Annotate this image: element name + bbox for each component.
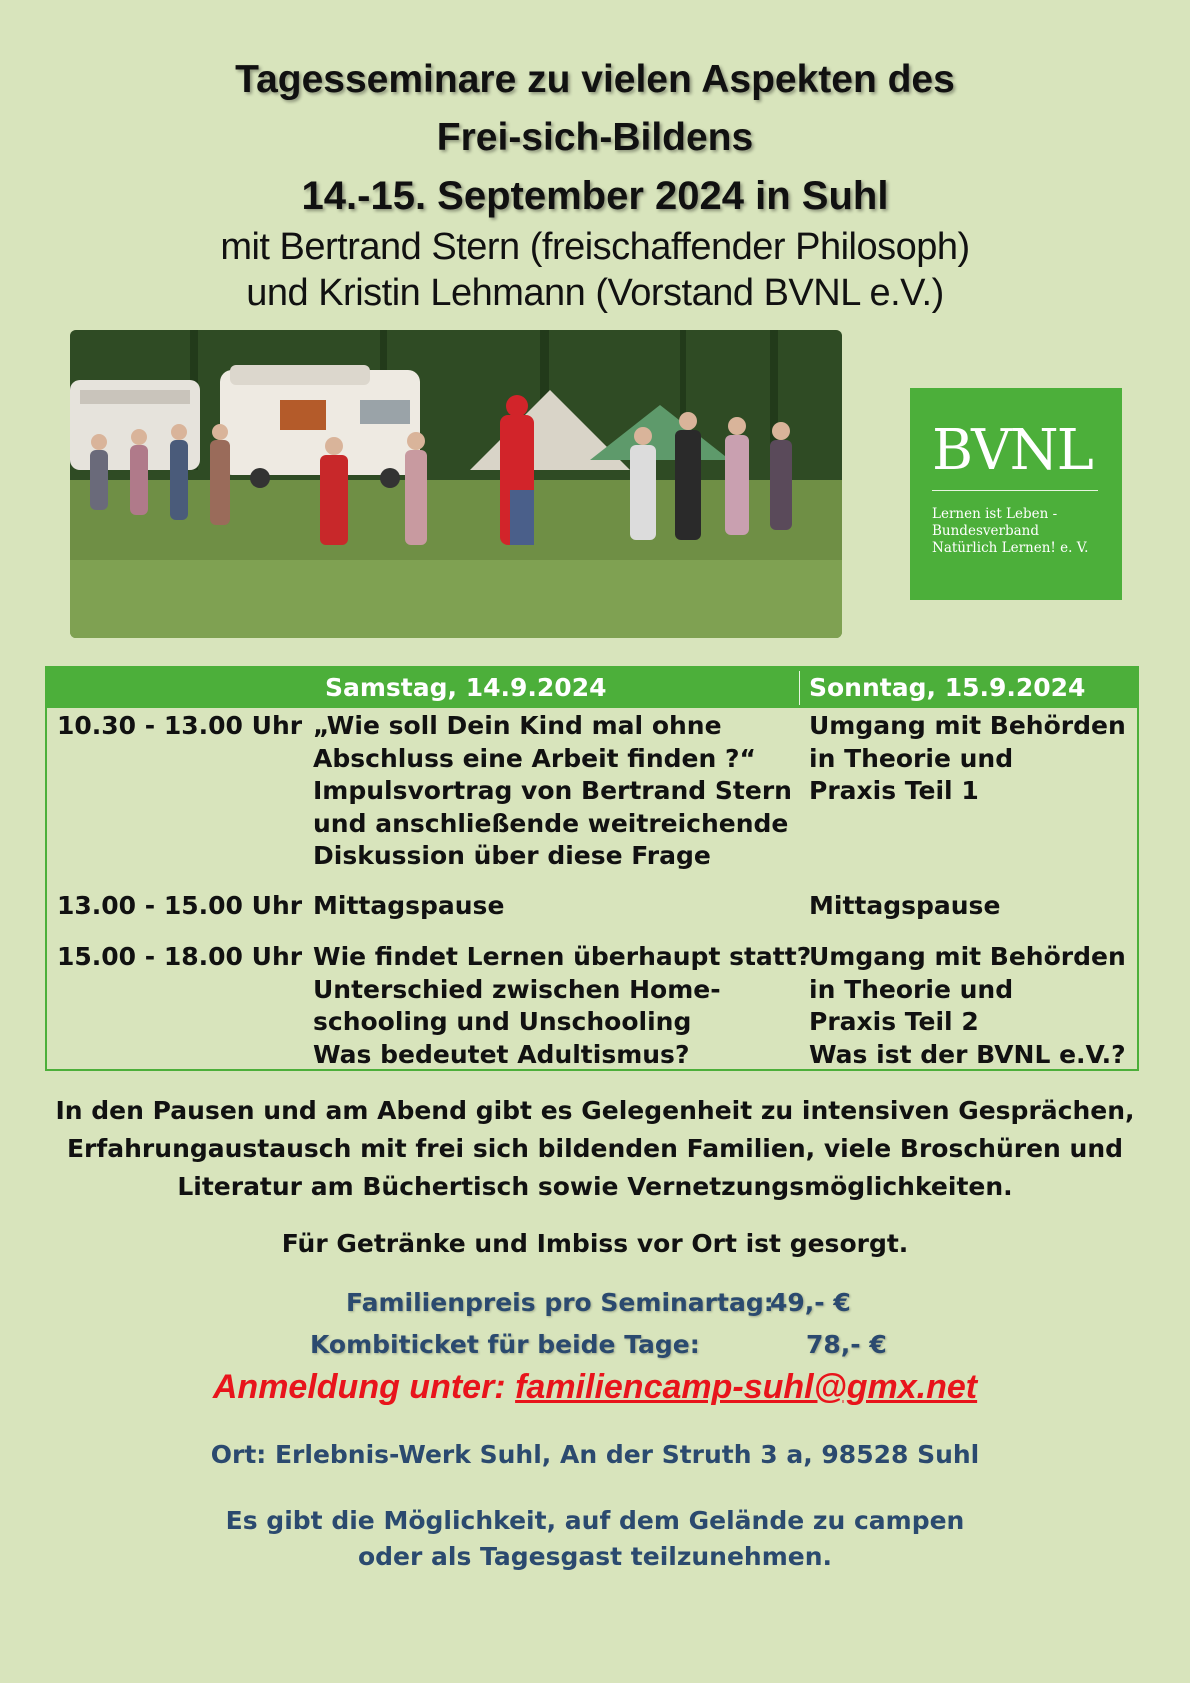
sunday-slot-2-line: Mittagspause bbox=[809, 891, 1001, 920]
time-slot-2: 13.00 - 15.00 Uhr bbox=[57, 891, 303, 920]
speaker-line-1: mit Bertrand Stern (freischaffender Philosoph) bbox=[220, 226, 970, 268]
logo-tagline-line-1: Lernen ist Leben - bbox=[932, 506, 1058, 522]
saturday-slot-1-line: Diskussion über diese Frage bbox=[313, 841, 711, 870]
sunday-slot-3-line: Was ist der BVNL e.V.? bbox=[809, 1039, 1126, 1069]
sunday-slot-2 bbox=[809, 890, 1000, 923]
saturday-slot-3-line: Unterschied zwischen Home- bbox=[313, 974, 721, 1004]
catering-info: Für Getränke und Imbiss vor Ort ist gesorgt. bbox=[281, 1229, 909, 1258]
sunday-slot-3-line: Umgang mit Behörden bbox=[809, 942, 1126, 971]
sunday-slot-1 bbox=[809, 710, 1126, 808]
event-date-line: 14.-15. September 2024 in Suhl bbox=[301, 174, 889, 218]
camping-info-line: oder als Tagesgast teilzunehmen. bbox=[357, 1542, 833, 1571]
bvnl-logo bbox=[910, 388, 1122, 600]
saturday-slot-1 bbox=[313, 710, 792, 873]
breaks-info-line: Erfahrungaustausch mit frei sich bildenden Familien, viele Broschüren und bbox=[66, 1134, 1124, 1163]
sunday-slot-1-line: Praxis Teil 1 bbox=[809, 776, 979, 805]
camp-photo-illustration bbox=[70, 330, 842, 638]
registration-label: Anmeldung unter: bbox=[212, 1368, 506, 1406]
title-line-2: Frei-sich-Bildens bbox=[436, 116, 754, 159]
camping-info-line: Es gibt die Möglichkeit, auf dem Gelände zu campen bbox=[225, 1506, 965, 1535]
speaker-line-2: und Kristin Lehmann (Vorstand BVNL e.V.) bbox=[246, 272, 944, 314]
family-price-value: 49,- € bbox=[770, 1288, 851, 1317]
sunday-slot-3-line: Praxis Teil 2 bbox=[809, 1007, 979, 1036]
logo-divider bbox=[932, 490, 1098, 491]
sunday-slot-3 bbox=[809, 941, 1126, 1071]
day1-header: Samstag, 14.9.2024 bbox=[325, 673, 607, 702]
breaks-info bbox=[0, 1092, 1190, 1206]
saturday-slot-3-line: schooling und Unschooling bbox=[313, 1007, 692, 1036]
saturday-slot-3 bbox=[313, 941, 811, 1071]
time-slot-1: 10.30 - 13.00 Uhr bbox=[57, 711, 303, 740]
registration-line bbox=[0, 1368, 1190, 1407]
location-info: Ort: Erlebnis-Werk Suhl, An der Struth 3 a, 98528 Suhl bbox=[210, 1440, 980, 1469]
logo-tagline-line-2: Bundesverband bbox=[932, 523, 1039, 539]
saturday-slot-1-line: Impulsvortrag von Bertrand Stern bbox=[313, 776, 792, 805]
schedule-table bbox=[45, 666, 1139, 1071]
day2-header: Sonntag, 15.9.2024 bbox=[809, 673, 1086, 702]
saturday-slot-3-line: Wie findet Lernen überhaupt statt? bbox=[313, 942, 812, 971]
logo-wordmark: BVNL bbox=[932, 418, 1092, 483]
family-price-label: Familienpreis pro Seminartag: bbox=[346, 1288, 774, 1317]
sunday-slot-3-line: in Theorie und bbox=[809, 974, 1014, 1004]
saturday-slot-2-line: Mittagspause bbox=[313, 891, 505, 920]
camp-photo bbox=[70, 330, 842, 638]
combo-price-value: 78,- € bbox=[806, 1330, 887, 1359]
saturday-slot-2 bbox=[313, 890, 504, 923]
saturday-slot-3-line: Was bedeutet Adultismus? bbox=[313, 1039, 690, 1069]
breaks-info-line: Literatur am Büchertisch sowie Vernetzungsmöglichkeiten. bbox=[177, 1172, 1013, 1201]
saturday-slot-1-line: und anschließende weitreichende bbox=[313, 808, 789, 838]
time-slot-3: 15.00 - 18.00 Uhr bbox=[57, 942, 303, 971]
header-divider bbox=[799, 671, 800, 705]
combo-price-label: Kombiticket für beide Tage: bbox=[310, 1330, 700, 1359]
sunday-slot-1-line: Umgang mit Behörden bbox=[809, 711, 1126, 740]
logo-tagline bbox=[932, 506, 1112, 557]
sunday-slot-1-line: in Theorie und bbox=[809, 743, 1014, 773]
registration-email-link[interactable]: familiencamp-suhl@gmx.net bbox=[515, 1368, 978, 1406]
breaks-info-line: In den Pausen und am Abend gibt es Gelegenheit zu intensiven Gesprächen, bbox=[55, 1096, 1135, 1125]
logo-tagline-line-3: Natürlich Lernen! e. V. bbox=[932, 540, 1089, 556]
title-line-1: Tagesseminare zu vielen Aspekten des bbox=[235, 58, 955, 101]
saturday-slot-1-line: „Wie soll Dein Kind mal ohne bbox=[313, 711, 722, 740]
schedule-header bbox=[47, 668, 1137, 708]
saturday-slot-1-line: Abschluss eine Arbeit finden ?“ bbox=[313, 743, 756, 773]
camping-info bbox=[0, 1503, 1190, 1575]
